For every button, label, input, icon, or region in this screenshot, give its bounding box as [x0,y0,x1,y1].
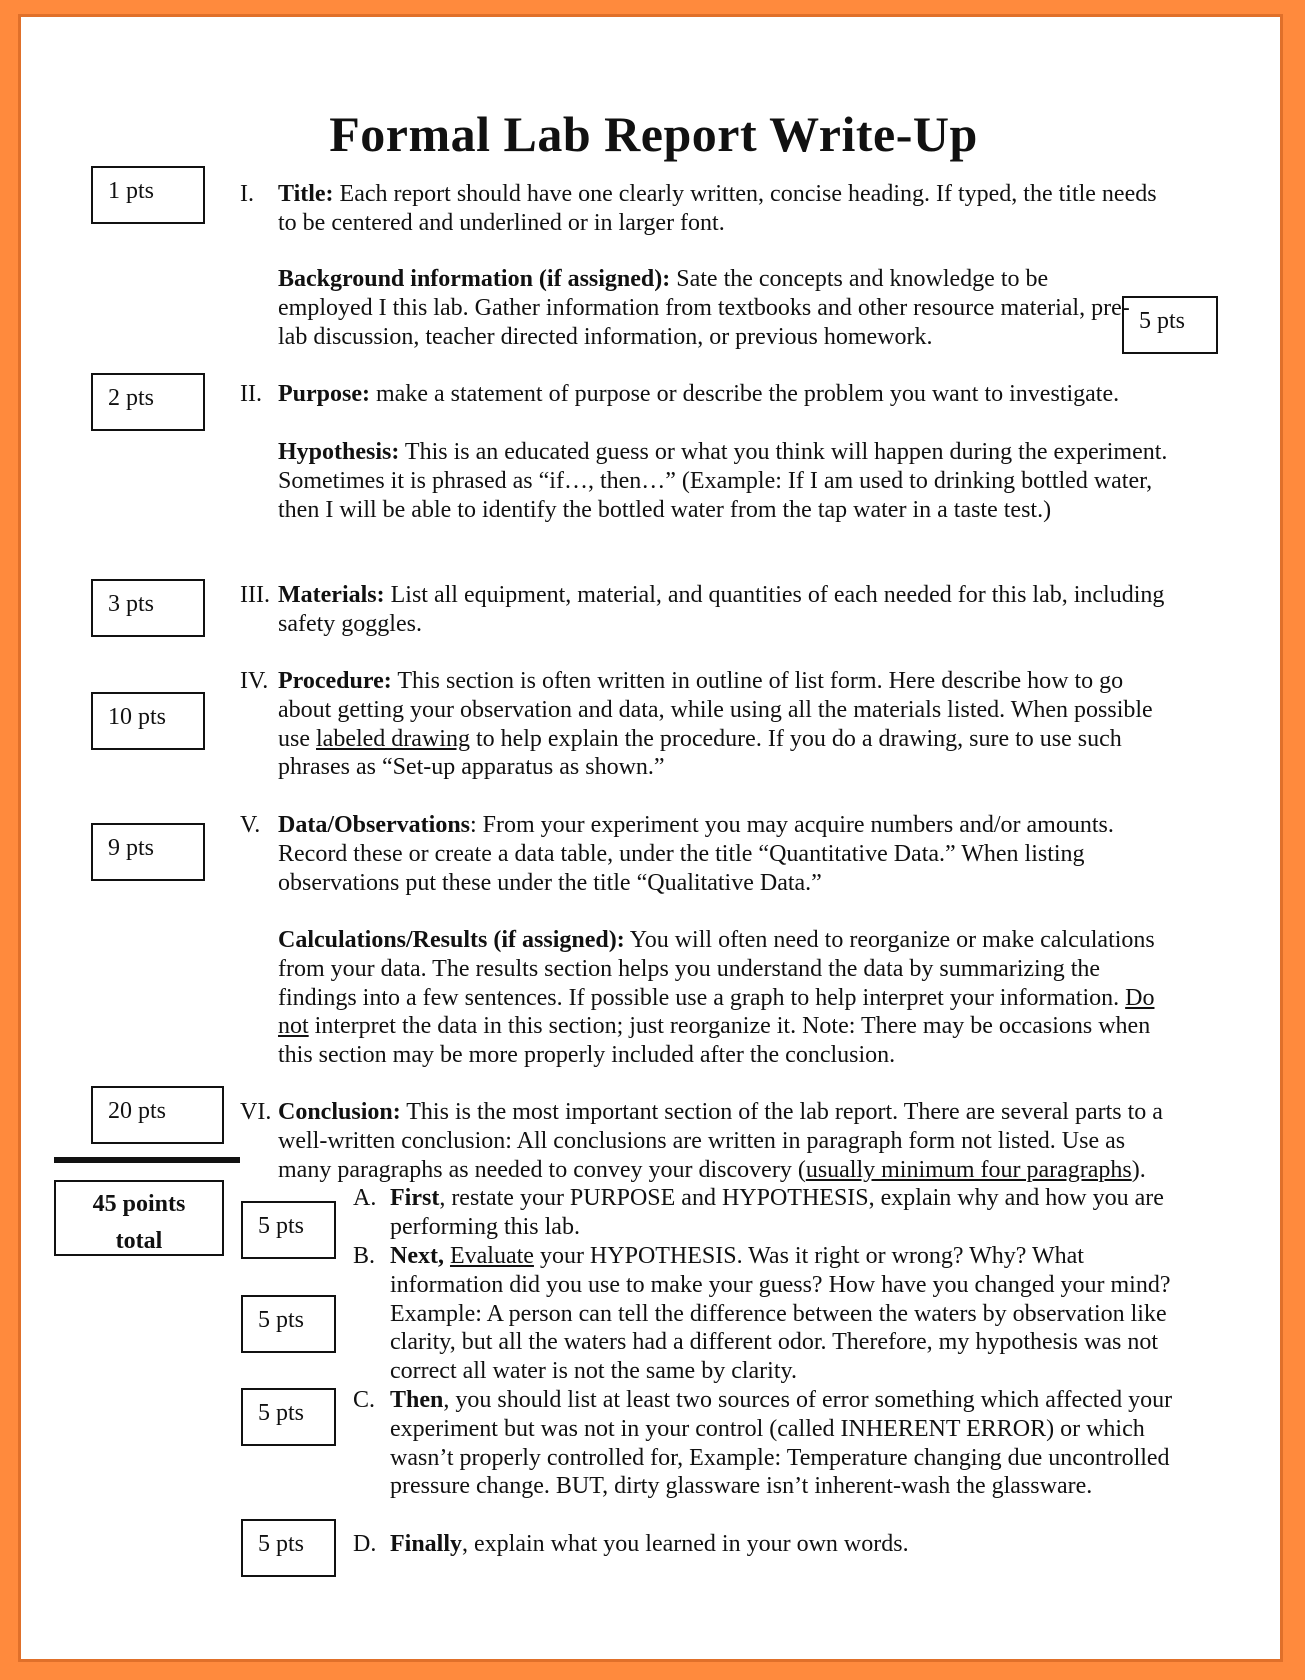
section-heading: Background information (if assigned): [278,266,671,292]
total-points-line1: 45 points [92,1191,186,1217]
list-letter: B. [353,1243,376,1269]
points-label: 5 pts [258,1400,305,1426]
list-letter: C. [353,1387,376,1413]
section-procedure [278,667,1173,782]
section-text: ). [1131,1156,1146,1183]
section-text: Each report should have one clearly written, concise heading. If typed, the title needs to be centered and underlined or in larger font. [278,181,1157,236]
points-box-materials [91,579,205,637]
conclusion-part-c [390,1386,1175,1501]
section-text: Sate the concepts and knowledge to be employed I this lab. Gather information from textbooks and other resource material, pre-lab discussion, teacher directed information, or previous homework. [278,266,1130,350]
part-heading: First [390,1185,440,1211]
section-numeral: III. [240,582,270,608]
points-label: 5 pts [258,1531,305,1557]
section-text: make a statement of purpose or describe the problem you want to investigate. [370,381,1120,407]
list-letter: A. [353,1185,377,1211]
points-label: 1 pts [108,178,155,204]
points-box-conclusion-c [241,1388,336,1446]
points-box-title [91,166,205,224]
document-page [18,14,1283,1662]
section-numeral: I. [240,181,254,207]
section-text: interpret the data in this section; just reorganize it. Note: There may be occasions when this section may be more properly included after the conclusion. [278,1013,1151,1069]
section-text: List all equipment, material, and quantities of each needed for this lab, including safety goggles. [278,582,1165,637]
part-heading: Then [390,1387,444,1413]
part-text: , you should list at least two sources of error something which affected your experiment but was not in your control (called INHERENT ERROR) or which wasn’t properly controlled for, Example: Temperature changing due uncontrolled pressure change. BUT, dirty glassware isn’t inherent-wash the glassware. [390,1387,1173,1500]
section-text: to help explain the procedure. If you do a drawing, sure to use such phrases as “Set-up apparatus as shown.” [278,725,1122,781]
section-data [278,811,1173,897]
part-text: , restate your PURPOSE and HYPOTHESIS, explain why and how you are performing this lab. [390,1185,1164,1240]
total-divider-rule [54,1157,240,1163]
points-label: 5 pts [258,1307,305,1333]
points-label: 9 pts [108,835,155,861]
conclusion-part-b [390,1242,1175,1386]
underlined-text: Do not [278,984,1155,1040]
points-box-conclusion-d [241,1519,336,1577]
section-text: This is the most important section of the lab report. There are several parts to a well-written conclusion: All conclusions are written in paragraph form not listed. Use as many paragraphs as needed to convey your discovery ( [278,1099,1163,1183]
points-label: 2 pts [108,385,155,411]
section-materials [278,581,1173,639]
points-box-conclusion [91,1086,224,1144]
section-heading: Hypothesis: [278,439,400,465]
part-text: , explain what you learned in your own words. [462,1531,909,1557]
section-conclusion [278,1098,1173,1184]
points-box-data [91,823,205,881]
section-text: This section is often written in outline of list form. Here describe how to go about getting your observation and data, while using all the materials listed. When possible use [278,668,1153,752]
points-box-purpose [91,373,205,431]
conclusion-part-a [390,1184,1175,1242]
total-points-box [54,1180,224,1256]
points-label: 3 pts [108,591,155,617]
section-numeral: IV. [240,668,269,694]
section-heading: Calculations/Results (if assigned): [278,927,625,953]
section-heading: Title: [278,181,334,207]
part-heading: Next, [390,1243,444,1269]
points-label: 5 pts [258,1213,305,1239]
points-label: 5 pts [1139,308,1186,334]
page-title: Formal Lab Report Write-Up [329,106,978,162]
total-points-line2: total [115,1228,163,1254]
section-heading: Purpose: [278,381,370,407]
part-heading: Finally [390,1531,463,1557]
points-box-background [1122,296,1218,354]
points-box-procedure [91,692,205,750]
section-title [278,180,1173,238]
section-text: This is an educated guess or what you think will happen during the experiment. Sometimes it is phrased as “if…, then…” (Example: If I am used to drinking bottled water, then I will be able to identify the bottled water from the tap water in a taste test.) [278,439,1168,523]
section-numeral: II. [240,381,262,407]
section-background [278,265,1133,351]
section-heading: Procedure: [278,668,392,694]
points-label: 20 pts [108,1098,167,1124]
section-text: You will often need to reorganize or make calculations from your data. The results section helps you understand the data by summarizing the findings into a few sentences. If possible use a graph to help interpret your information. [278,927,1155,1011]
section-purpose [278,380,1173,409]
points-box-conclusion-a [241,1201,336,1259]
section-heading: Data/Observations [278,812,470,838]
underlined-text: usually minimum four paragraphs [805,1156,1132,1183]
section-hypothesis [278,438,1173,524]
list-letter: D. [353,1531,377,1557]
section-numeral: VI. [240,1099,272,1125]
section-heading: Conclusion: [278,1099,401,1125]
section-text: : From your experiment you may acquire numbers and/or amounts. Record these or create a data table, under the title “Quantitative Data.” When listing observations put these under the title “Qualitative Data.” [278,812,1114,896]
underlined-text: labeled drawing [316,725,470,752]
points-label: 10 pts [108,704,167,730]
points-box-conclusion-b [241,1295,336,1353]
underlined-text: Evaluate [449,1243,534,1269]
section-calculations [278,926,1173,1070]
conclusion-part-d [390,1530,1175,1559]
section-heading: Materials: [278,582,385,608]
part-text: your HYPOTHESIS. Was it right or wrong? Why? What information did you use to make your guess? How have you changed your mind? Example: A person can tell the difference between the waters by observation like clarity, but all the waters had a different odor. Therefore, my hypothesis was not correct all water is not the same by clarity. [390,1243,1171,1385]
section-numeral: V. [240,812,261,838]
